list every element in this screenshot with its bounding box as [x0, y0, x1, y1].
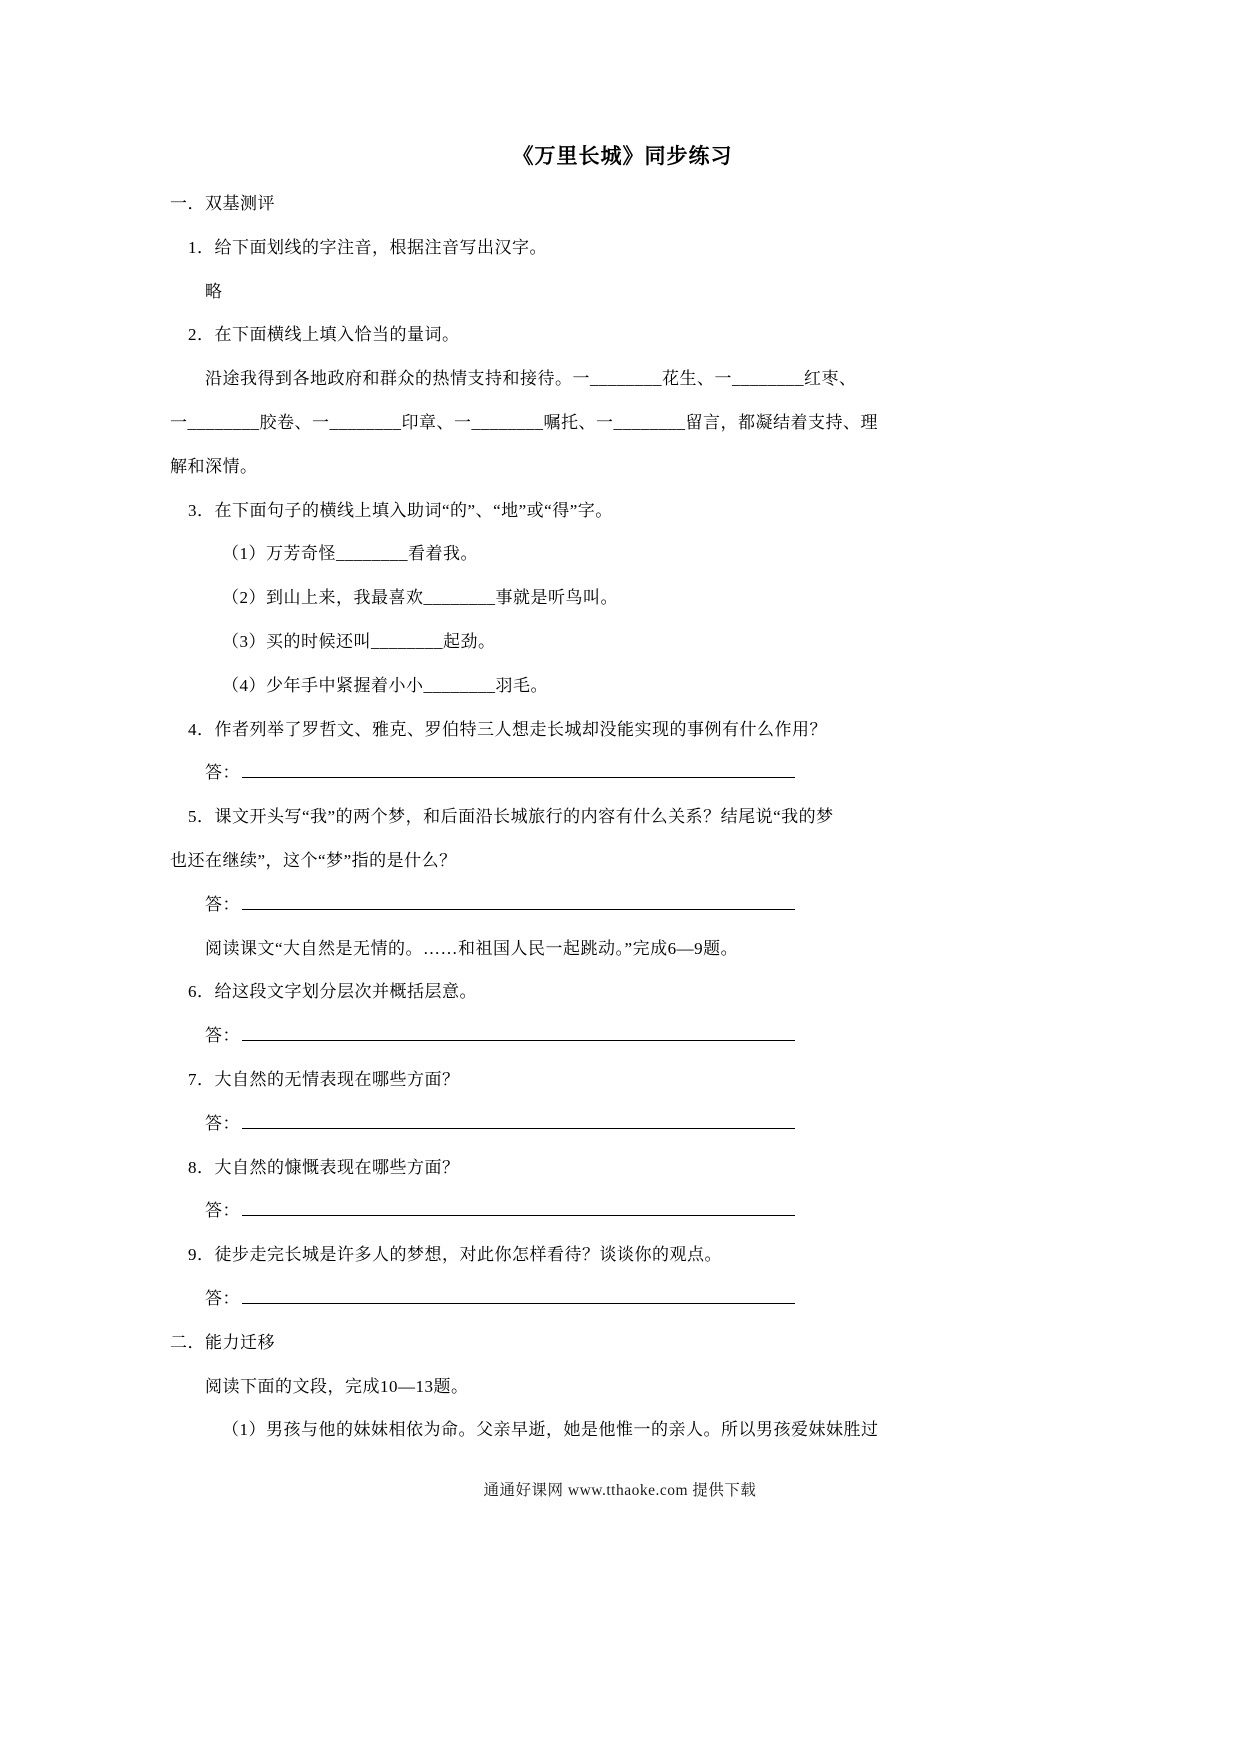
answer-label: 答：	[205, 894, 240, 914]
doc-line: 阅读课文“大自然是无情的。……和祖国人民一起跳动。”完成6—9题。	[205, 938, 739, 958]
doc-line: 二．能力迁移	[170, 1332, 275, 1352]
doc-line: （4）少年手中紧握着小小________羽毛。	[222, 675, 548, 695]
footer-download-note: 通通好课网 www.tthaoke.com 提供下载	[483, 1482, 757, 1499]
doc-line: 解和深情。	[170, 456, 258, 476]
document-content	[170, 130, 1075, 1452]
doc-line: 6．给这段文字划分层次并概括层意。	[188, 982, 477, 1002]
answer-blank	[242, 896, 795, 910]
answer-blank	[242, 1202, 795, 1216]
answer-label: 答：	[205, 1026, 240, 1046]
doc-line: （1）万芳奇怪________看着我。	[222, 544, 478, 564]
answer-blank	[242, 1290, 795, 1304]
doc-line: 也还在继续”，这个“梦”指的是什么？	[170, 850, 457, 870]
answer-line	[170, 1014, 1075, 1058]
doc-line: 9．徒步走完长城是许多人的梦想，对此你怎样看待？谈谈你的观点。	[188, 1245, 722, 1265]
answer-line	[170, 1102, 1075, 1146]
doc-line: 7．大自然的无情表现在哪些方面？	[188, 1069, 460, 1089]
doc-line: （2）到山上来，我最喜欢________事就是听鸟叫。	[222, 588, 618, 608]
doc-line: 3．在下面句子的横线上填入助词“的”、“地”或“得”字。	[188, 500, 613, 520]
doc-line: 沿途我得到各地政府和群众的热情支持和接待。一________花生、一________红枣、	[205, 369, 857, 389]
answer-label: 答：	[205, 1113, 240, 1133]
answer-blank	[242, 1027, 795, 1041]
answer-line	[170, 883, 1075, 927]
doc-line: （3）买的时候还叫________起劲。	[222, 631, 496, 651]
page-title: 《万里长城》同步练习	[512, 144, 733, 168]
doc-line: 1．给下面划线的字注音，根据注音写出汉字。	[188, 237, 547, 257]
answer-label: 答：	[205, 1201, 240, 1221]
answer-blank	[242, 1115, 795, 1129]
answer-label: 答：	[205, 763, 240, 783]
answer-line	[170, 751, 1075, 795]
answer-line	[170, 1189, 1075, 1233]
doc-line: 一________胶卷、一________印章、一________嘱托、一________留言，都凝结着支持、理	[170, 412, 878, 432]
doc-lines	[170, 182, 1075, 1452]
doc-line: 略	[205, 281, 223, 301]
doc-line: 2．在下面横线上填入恰当的量词。	[188, 325, 460, 345]
answer-blank	[242, 764, 795, 778]
doc-line: 8．大自然的慷慨表现在哪些方面？	[188, 1157, 460, 1177]
answer-line	[170, 1277, 1075, 1321]
doc-line: 5．课文开头写“我”的两个梦，和后面沿长城旅行的内容有什么关系？结尾说“我的梦	[188, 807, 834, 827]
doc-line: 一．双基测评	[170, 194, 275, 213]
doc-line: （1）男孩与他的妹妹相依为命。父亲早逝，她是他惟一的亲人。所以男孩爱妹妹胜过	[222, 1420, 879, 1440]
doc-line: 阅读下面的文段，完成10—13题。	[205, 1376, 469, 1396]
doc-line: 4．作者列举了罗哲文、雅克、罗伯特三人想走长城却没能实现的事例有什么作用？	[188, 719, 827, 739]
answer-label: 答：	[205, 1288, 240, 1308]
